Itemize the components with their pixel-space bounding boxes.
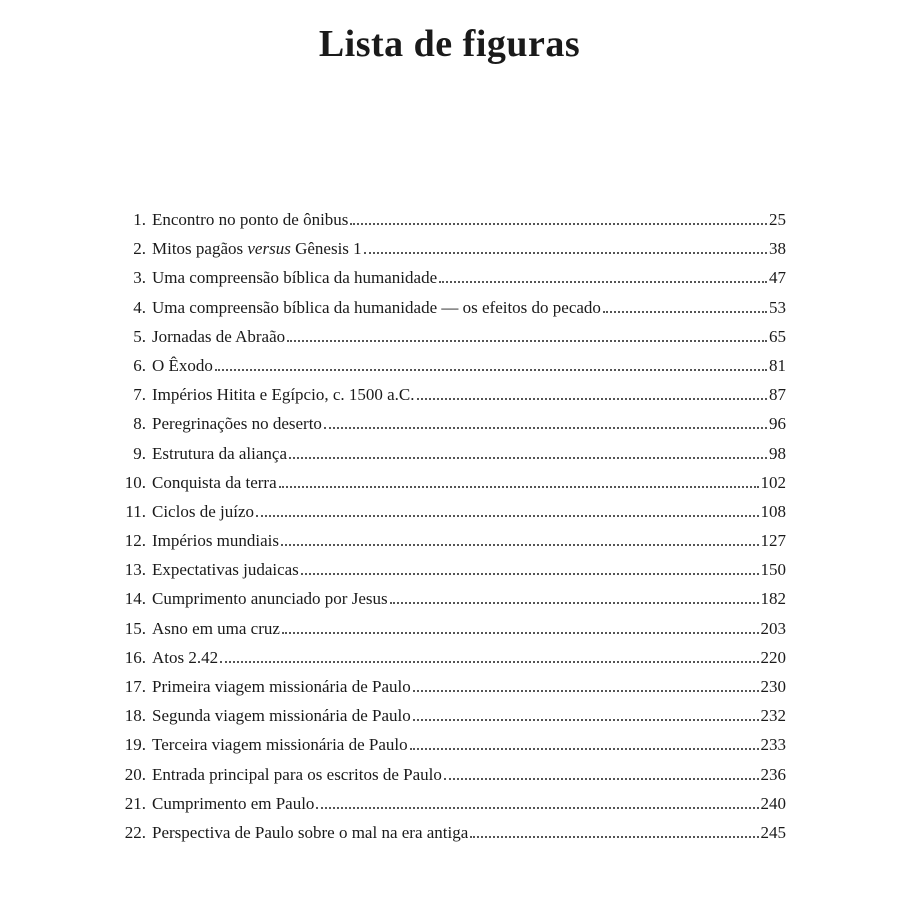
dot-leader xyxy=(220,661,758,663)
list-item xyxy=(100,205,786,234)
item-number: 5. xyxy=(133,326,146,346)
list-item xyxy=(100,468,786,497)
list-item xyxy=(100,760,786,789)
item-number: 1. xyxy=(133,210,146,229)
item-number: 8. xyxy=(133,414,146,434)
dot-leader xyxy=(413,719,759,721)
item-page: 182 xyxy=(760,589,786,609)
item-label: Jornadas de Abraão xyxy=(152,326,286,346)
item-label: Atos 2.42 xyxy=(152,647,219,667)
dot-leader xyxy=(324,427,767,429)
list-item xyxy=(100,614,786,643)
dot-leader xyxy=(256,515,759,517)
list-item xyxy=(100,730,786,759)
item-label: Cumprimento anunciado por Jesus xyxy=(152,589,388,609)
item-number: 21. xyxy=(124,793,146,813)
item-number: 7. xyxy=(133,385,146,405)
item-page: 127 xyxy=(760,531,786,551)
item-label: Terceira viagem missionária de Paulo xyxy=(152,735,408,755)
item-number: 9. xyxy=(133,443,146,463)
item-label: Uma compreensão bíblica da humanidade xyxy=(152,268,438,288)
dot-leader xyxy=(287,340,767,342)
dot-leader xyxy=(364,252,767,254)
dot-leader xyxy=(444,778,759,780)
item-label: O Êxodo xyxy=(152,355,213,375)
list-item xyxy=(100,672,786,701)
list-item xyxy=(100,818,786,847)
item-page: 102 xyxy=(760,472,786,492)
dot-leader xyxy=(289,457,767,459)
dot-leader xyxy=(350,223,767,225)
item-label: Cumprimento em Paulo xyxy=(152,793,315,813)
item-number: 12. xyxy=(124,531,146,551)
item-number: 17. xyxy=(124,677,146,696)
item-page: 65 xyxy=(769,326,786,346)
item-label: Primeira viagem missionária de Paulo xyxy=(152,677,411,696)
item-number: 22. xyxy=(124,822,146,842)
dot-leader xyxy=(470,836,758,838)
list-item xyxy=(100,526,786,555)
dot-leader xyxy=(439,281,767,283)
item-number: 2. xyxy=(133,239,146,259)
item-label-part: Mitos pagãos xyxy=(152,239,248,259)
item-label: Ciclos de juízo xyxy=(152,501,254,521)
item-label: Impérios Hitita e Egípcio, c. 1500 a.C. xyxy=(152,385,415,405)
item-label: Segunda viagem missionária de Paulo xyxy=(152,706,411,726)
list-item xyxy=(100,789,786,818)
item-number: 4. xyxy=(133,297,146,317)
item-label: Estrutura da aliança xyxy=(152,443,287,463)
item-page: 203 xyxy=(760,618,786,638)
item-label: Peregrinações no deserto xyxy=(152,414,322,434)
list-item xyxy=(100,351,786,380)
item-number: 19. xyxy=(124,735,146,755)
item-page: 98 xyxy=(769,443,786,463)
item-label: Impérios mundiais xyxy=(152,531,280,551)
dot-leader xyxy=(410,748,759,750)
item-label-part: Gênesis 1 xyxy=(290,239,362,259)
item-page: 81 xyxy=(769,355,786,375)
item-number: 20. xyxy=(124,764,146,784)
list-item xyxy=(100,497,786,526)
item-page: 47 xyxy=(769,268,786,288)
item-label: Expectativas judaicas xyxy=(152,560,299,580)
dot-leader xyxy=(390,602,759,604)
item-page: 25 xyxy=(769,210,786,229)
dot-leader xyxy=(281,544,758,546)
item-label xyxy=(152,234,362,263)
item-number: 15. xyxy=(124,618,146,638)
list-item xyxy=(100,701,786,730)
list-item xyxy=(100,439,786,468)
item-label: Conquista da terra xyxy=(152,472,277,492)
item-page: 245 xyxy=(760,822,786,842)
item-page: 96 xyxy=(769,414,786,434)
item-label: Encontro no ponto de ônibus xyxy=(152,210,349,229)
item-number: 6. xyxy=(133,355,146,375)
item-page: 87 xyxy=(769,385,786,405)
item-page: 53 xyxy=(769,297,786,317)
figure-list xyxy=(100,205,786,847)
list-item xyxy=(100,409,786,438)
item-label: Perspectiva de Paulo sobre o mal na era antiga xyxy=(152,822,469,842)
list-item xyxy=(100,555,786,584)
list-item xyxy=(100,584,786,613)
list-item xyxy=(100,380,786,409)
dot-leader xyxy=(417,398,768,400)
dot-leader xyxy=(282,632,759,634)
item-page: 240 xyxy=(760,793,786,813)
dot-leader xyxy=(279,486,759,488)
item-page: 232 xyxy=(760,706,786,726)
list-item xyxy=(100,263,786,292)
item-page: 233 xyxy=(760,735,786,755)
item-number: 14. xyxy=(124,589,146,609)
dot-leader xyxy=(301,573,759,575)
item-page: 150 xyxy=(760,560,786,580)
item-number: 13. xyxy=(124,560,146,580)
item-label: Uma compreensão bíblica da humanidade — os efeitos do pecado xyxy=(152,297,601,317)
dot-leader xyxy=(316,807,758,809)
list-item xyxy=(100,322,786,351)
item-label-italic: versus xyxy=(247,239,291,259)
item-page: 236 xyxy=(760,764,786,784)
item-number: 11. xyxy=(125,501,146,521)
item-number: 3. xyxy=(133,268,146,288)
dot-leader xyxy=(603,311,767,313)
dot-leader xyxy=(413,690,759,692)
item-label: Entrada principal para os escritos de Paulo xyxy=(152,764,442,784)
item-page: 38 xyxy=(769,239,786,259)
item-label: Asno em uma cruz xyxy=(152,618,280,638)
list-item xyxy=(100,643,786,672)
item-number: 10. xyxy=(124,472,146,492)
list-item xyxy=(100,234,786,263)
page-title: Lista de figuras xyxy=(318,23,581,65)
item-page: 230 xyxy=(760,677,786,696)
list-item xyxy=(100,293,786,322)
item-page: 108 xyxy=(760,501,786,521)
item-number: 16. xyxy=(124,647,146,667)
dot-leader xyxy=(215,369,767,371)
item-page: 220 xyxy=(760,647,786,667)
item-number: 18. xyxy=(124,706,146,726)
